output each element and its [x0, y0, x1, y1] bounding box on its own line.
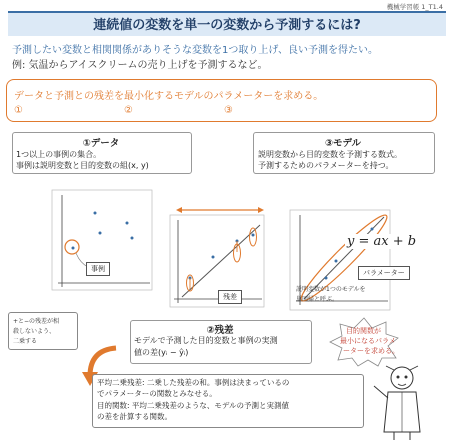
data-card-title: ①データ	[82, 138, 120, 149]
sign-note-line-3: 二乗する	[13, 338, 38, 345]
professor-illustration	[372, 362, 434, 442]
residual-label: 残差	[218, 290, 242, 304]
model-card-title: ③モデル	[324, 138, 362, 149]
goal-marker-2: ②	[124, 105, 133, 116]
objective-note-line-2: 最小になるパラメ	[340, 337, 396, 345]
data-card-line-1: 1つ以上の事例の集合。	[16, 150, 102, 159]
document-id: 機械学習帳 1_T1.4	[386, 3, 443, 11]
goal-marker-3: ③	[224, 105, 233, 116]
mse-definition-line-1: 平均二乗残差: 二乗した残差の和。事例は決まっているの	[97, 378, 290, 387]
data-card-line-2: 事例は説明変数と目的変数の組(x, y)	[16, 161, 149, 170]
intro-line-1: 予測したい変数と相関関係がありそうな変数を1つ取り上げ、良い予測を得たい。	[12, 45, 378, 56]
model-formula: y = ax + b	[347, 234, 417, 249]
residual-card-line-2: 値の差(yᵢ − ŷᵢ)	[134, 348, 189, 357]
sign-note-line-2: 殺しないよう、	[13, 328, 56, 335]
objective-note-line-1: 目的関数が	[346, 327, 381, 335]
parameter-label: パラメーター	[358, 266, 410, 280]
goal-text: データと予測との残差を最小化するモデルのパラメーターを求める。	[14, 91, 324, 102]
residual-card-line-1: モデルで予測した目的変数と事例の実測	[134, 336, 278, 345]
sign-note-line-1: +と−の残差が相	[13, 318, 60, 325]
page-title: 連続値の変数を単一の変数から予測するには?	[93, 18, 361, 33]
model-note-line-1: 説明変数が1つのモデルを	[296, 286, 366, 293]
model-card-line-2: 予測するためのパラメーターを持つ。	[258, 161, 394, 170]
residual-card-title: ②残差	[206, 325, 234, 336]
goal-marker-1: ①	[14, 105, 23, 116]
mse-definition-line-2: でパラメーターの関数とみなせる。	[97, 389, 217, 398]
model-note-line-2: 単回帰と呼ぶ。	[296, 296, 339, 303]
objective-definition-line-2: の差を計算する関数。	[97, 412, 172, 421]
objective-note-line-3: ーターを求める。	[343, 347, 399, 355]
objective-definition-line-1: 目的関数: 平均二乗残差のような、モデルの予測と実測値	[97, 401, 290, 410]
instance-label: 事例	[86, 262, 110, 276]
intro-line-2: 例: 気温からアイスクリームの売り上げを予測するなど。	[12, 60, 268, 71]
model-card-line-1: 説明変数から目的変数を予測する数式。	[258, 150, 402, 159]
residual-plot	[170, 207, 264, 307]
